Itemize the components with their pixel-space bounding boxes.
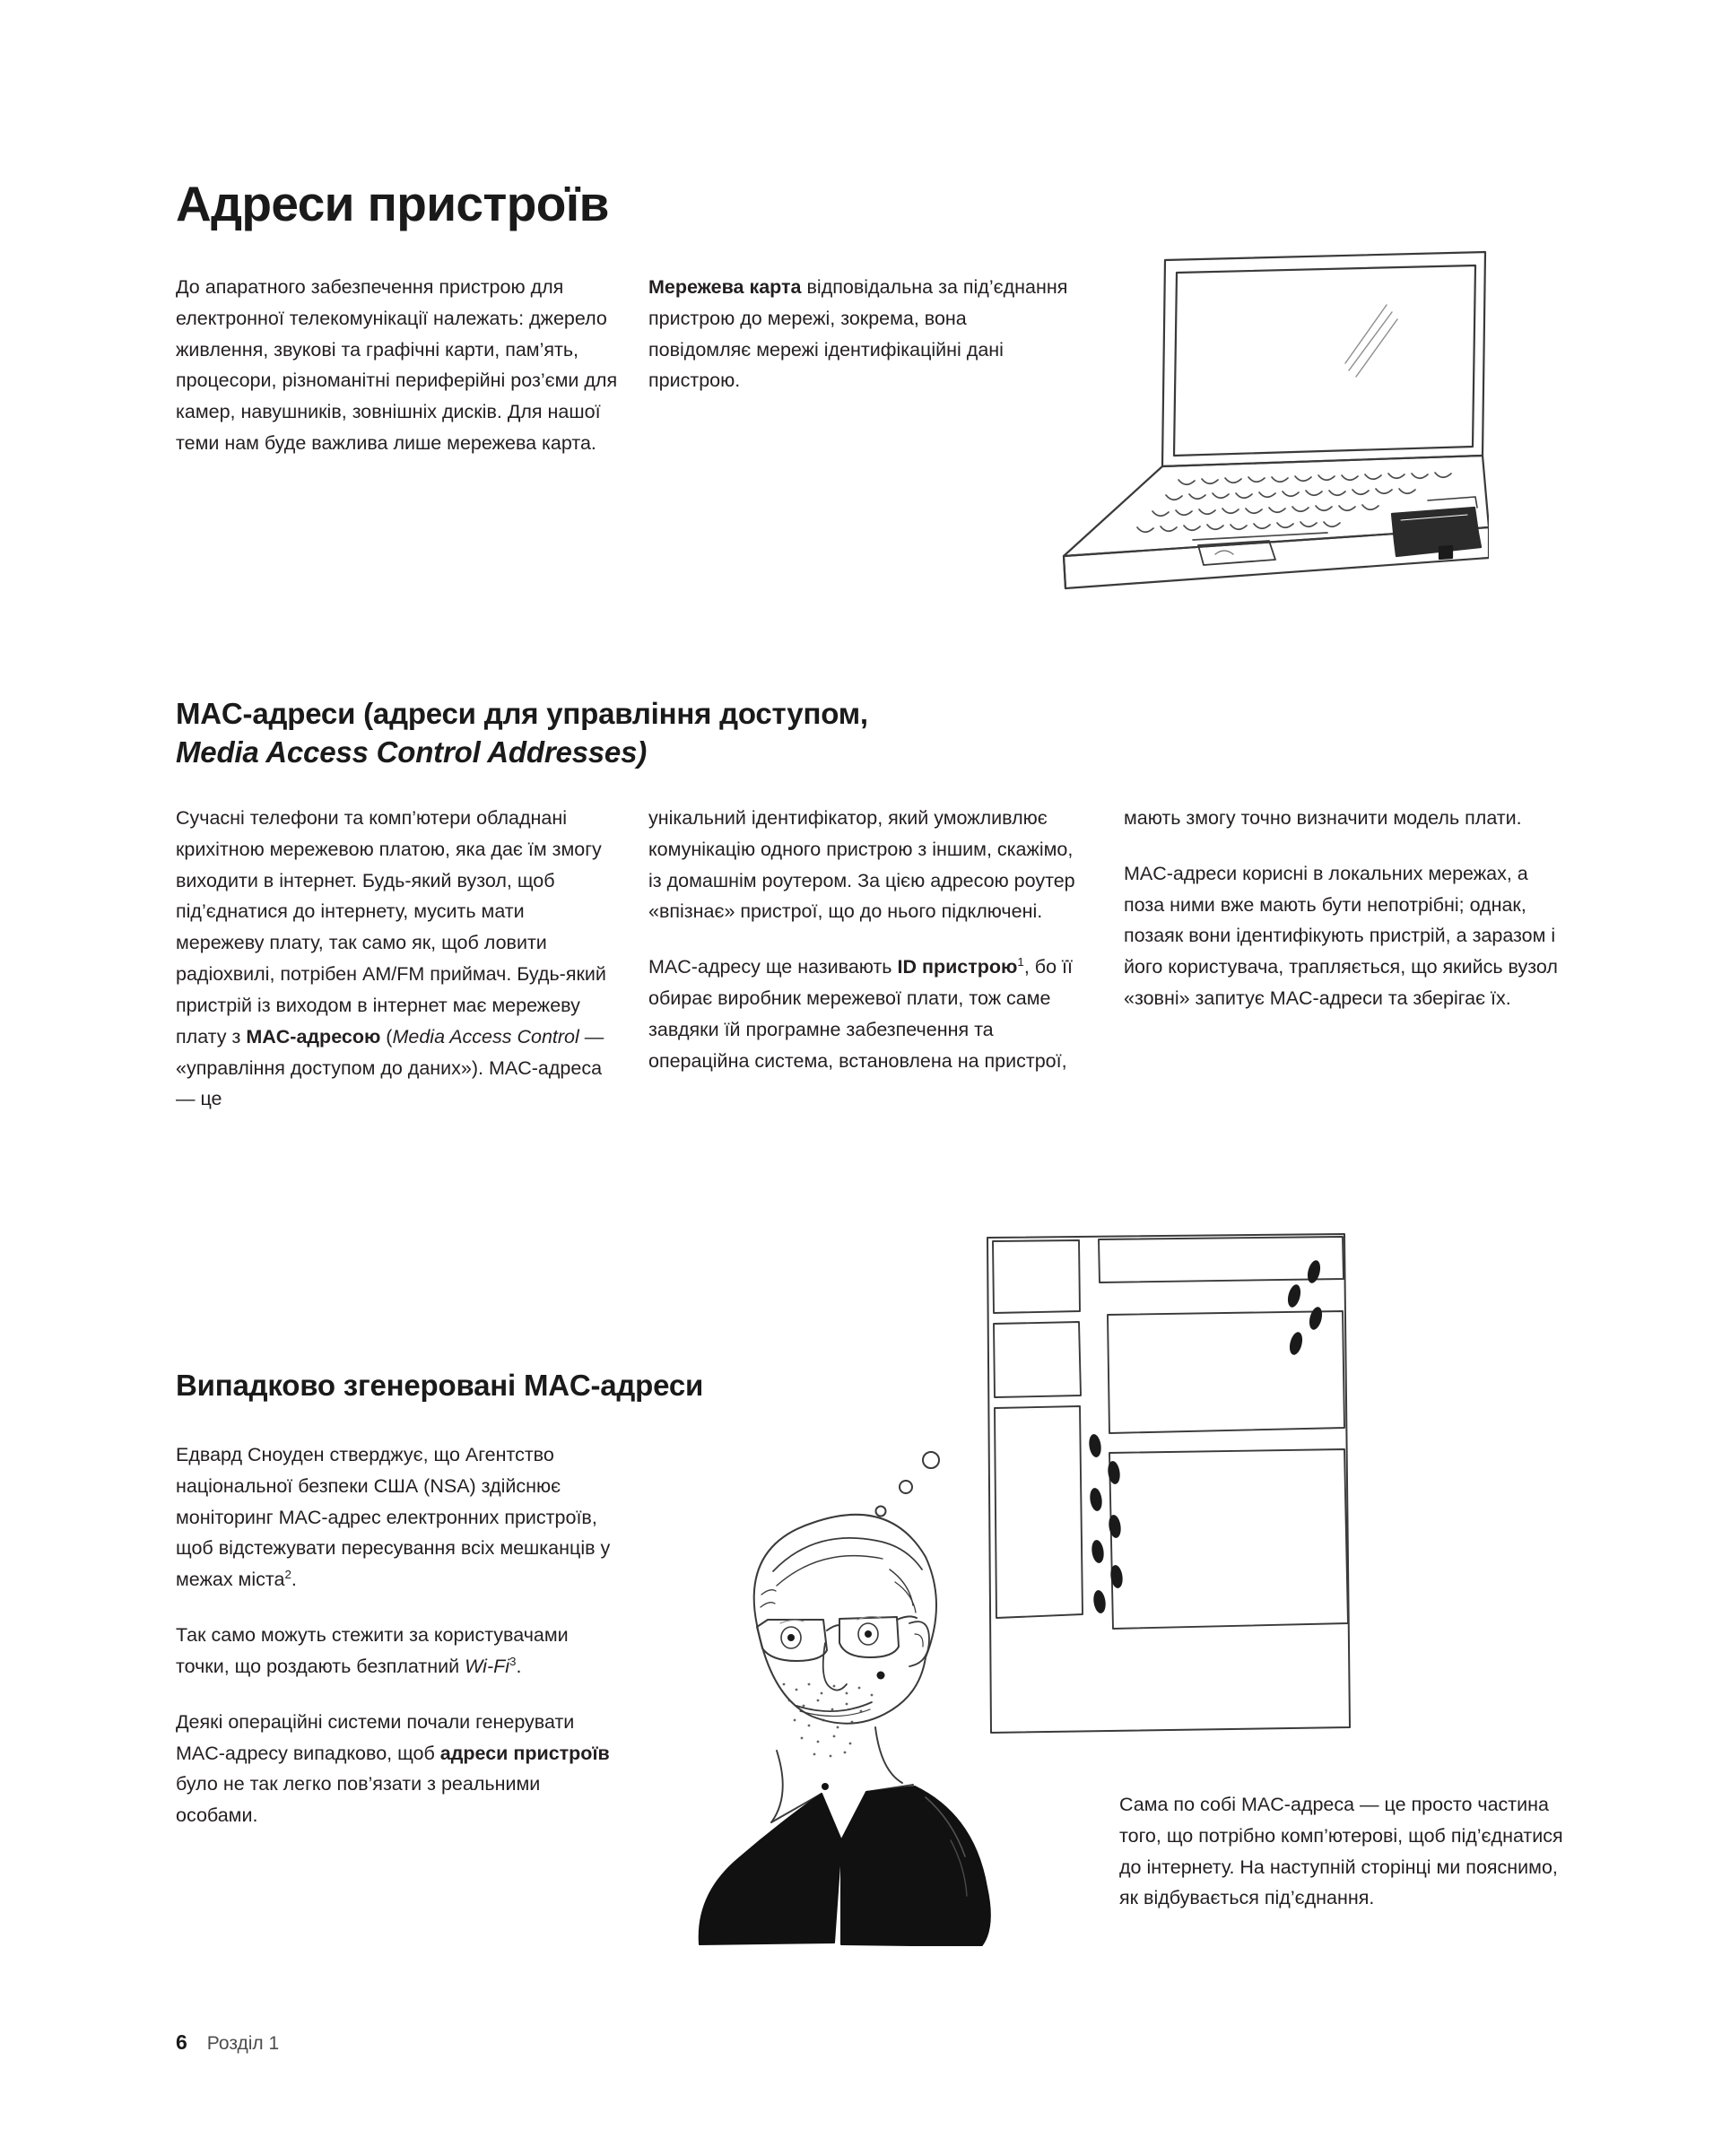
paragraph-text: Деякі операційні системи почали генерувати MAC-адресу випадково, щоб — [176, 1710, 575, 1764]
mac-section-column-1 — [176, 803, 617, 1115]
paragraph-text: мають змогу точно визначити модель плати. — [1124, 807, 1522, 829]
mac-address-term: MAC-адресою — [246, 1025, 381, 1048]
footnote-marker-2: 2 — [284, 1568, 291, 1582]
paragraph-text: відповідальна за під’єднання пристрою до мережі, зокрема, вона повідомляє мережі ідентифікаційні дані пристрою. — [648, 276, 1068, 392]
paragraph — [1124, 803, 1565, 834]
paragraph — [648, 803, 1090, 927]
paragraph-text: Сучасні телефони та комп’ютери обладнані крихітною мережевою платою, яка дає їм змогу виходити в інтернет. Будь-який вузол, щоб під’єднатися до інтернету, мусить мати мережеву плату, так само як, щоб ловити радіохвилі, потрібен AM/FM приймач. Будь-який пристрій із виходом в інтернет має мережеву плату з — [176, 807, 606, 1048]
section-heading-random-mac: Випадково згенеровані MAC-адреси — [176, 1369, 704, 1403]
random-mac-column-2 — [1119, 1789, 1568, 1914]
page-number: 6 — [176, 2030, 187, 2054]
heading-line-2: Media Access Control Addresses) — [176, 735, 648, 769]
mac-section-column-3 — [1124, 803, 1565, 1014]
paragraph-text: Едвард Сноуден стверджує, що Агентство національної безпеки США (NSA) здійснює моніторинг MAC-адрес електронних пристроїв, щоб відстежувати пересування всіх мешканців у межах міста — [176, 1444, 611, 1591]
paragraph-text: MAC-адресу ще називають — [648, 956, 898, 978]
thought-bubble-large — [923, 1452, 939, 1468]
paragraph-text: унікальний ідентифікатор, який уможливлює комунікацію одного пристрою з іншим, скажімо, із домашнім роутером. За цією адресою роутер «впізнає» пристрої, що до нього підключені. — [648, 807, 1075, 923]
paragraph-text-tail: , бо її обирає виробник мережевої плати, тож саме завдяки їй програмне забезпечення та операційна система, встановлена на пристрої, — [648, 956, 1073, 1072]
paragraph: Едвард Сноуден стверджує, що Агентство національної безпеки США (NSA) здійснює моніторинг MAC-адрес електронних пристроїв, щоб відстежувати пересування всіх мешканців у межах міста$^2$. — [176, 1444, 611, 1591]
paragraph-text: До апаратного забезпечення пристрою для електронної телекомунікації належать: джерело живлення, звукові та графічні карти, пам’ять, процесори, різноманітні периферійні роз’єми для камер, навушників, зовнішніх дисків. Для нашої теми нам буде важлива лише мережева карта. — [176, 276, 618, 455]
device-addresses-term: адреси пристроїв — [439, 1742, 610, 1764]
paragraph: Так само можуть стежити за користувачами точки, що роздають безплатний Wi-Fi$^3$. — [176, 1624, 569, 1677]
media-access-control-italic: Media Access Control — [392, 1025, 579, 1048]
intro-paragraph-left — [176, 272, 629, 459]
random-mac-column-1 — [176, 1439, 617, 1831]
chapter-label: Розділ 1 — [206, 2033, 280, 2054]
paragraph — [1119, 1789, 1568, 1914]
paragraph-text: Сама по собі MAC-адреса — це просто частина того, що потрібно комп’ютерові, щоб під’єднатися до інтернету. На наступній сторінці ми пояснимо, як відбувається під’єднання. — [1119, 1794, 1563, 1909]
mole — [877, 1672, 885, 1680]
page-title: Адреси пристроїв — [176, 175, 609, 231]
man-portrait-illustration — [691, 1435, 1067, 1946]
laptop-illustration — [987, 242, 1489, 619]
paragraph — [176, 272, 629, 459]
paragraph — [176, 803, 617, 1115]
paragraph-text: Так само можуть стежити за користувачами точки, що роздають безплатний — [176, 1624, 569, 1677]
heading-line-1: MAC-адреси (адреси для управління доступом, — [176, 697, 868, 731]
wifi-term: Wi-Fi — [465, 1655, 510, 1677]
paragraph — [1124, 858, 1565, 1014]
section-heading-mac-addresses — [176, 695, 1073, 770]
paragraph — [176, 1707, 617, 1831]
network-card-term: Мережева карта — [648, 276, 802, 298]
paragraph-text-tail: — «управління доступом до даних»). MAC-адреса — це — [176, 1025, 604, 1110]
footnote-marker-3: 3 — [509, 1654, 517, 1668]
paragraph-text-tail: було не так легко пов’язати з реальними особами. — [176, 1773, 541, 1827]
paren-open: ( — [380, 1025, 393, 1048]
page-footer — [176, 2030, 279, 2055]
footnote-marker-1: 1 — [1017, 955, 1024, 969]
paragraph — [648, 952, 1090, 1076]
paragraph-text: MAC-адреси корисні в локальних мережах, а поза ними вже мають бути непотрібні; однак, позаяк вони ідентифікують пристрій, а заразом і його користувача, трапляється, що якийсь вузол «зовні» запитує MAC-адреси та зберігає їх. — [1124, 862, 1558, 1010]
mac-section-column-2 — [648, 803, 1090, 1077]
device-id-term: ID пристрою — [897, 956, 1018, 978]
